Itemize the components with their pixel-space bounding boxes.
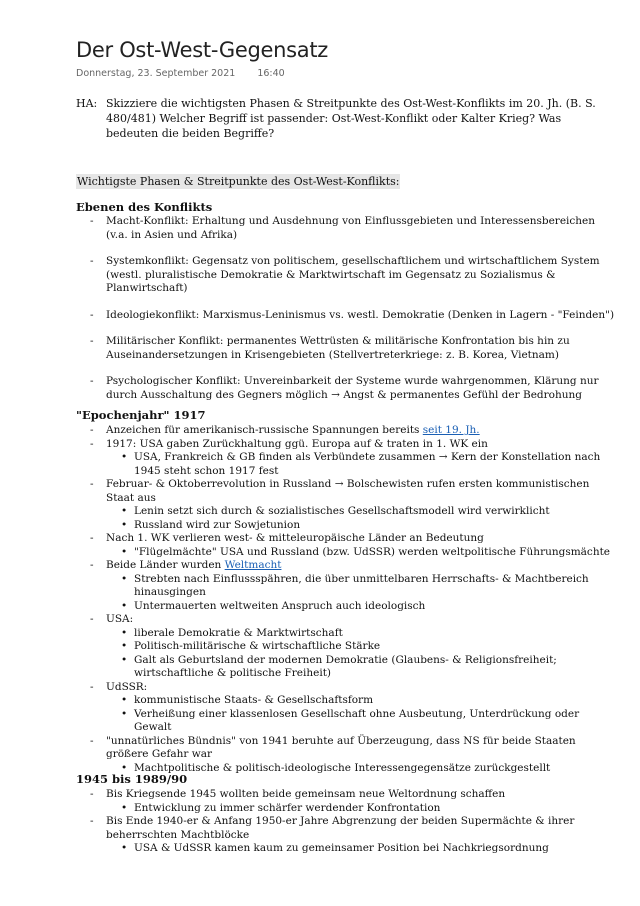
sub-list-item: • Lenin setzt sich durch & sozialistisches Gesellschaftsmodell wird verwirklicht (121, 505, 550, 517)
bullet-marker: • (121, 761, 128, 774)
bullet-marker: • (121, 653, 128, 666)
link-weltmacht[interactable]: Weltmacht (224, 559, 282, 571)
list-item: - Macht-Konflikt: Erhaltung und Ausdehnung von Einflussgebieten und Interessensbereichen (v.a. in Asien und Afrika) (90, 215, 596, 241)
list-item: - Beide Länder wurden Weltmacht (90, 559, 282, 571)
bullet-marker: • (121, 518, 128, 531)
list-1945 (76, 788, 616, 856)
list-item: - Militärischer Konflikt: permanentes Wettrüsten & militärische Konfrontation bis hin zu Auseinandersetzungen in Krisengebieten (Stellvertreterkriege: z. B. Korea, Vietnam) (90, 335, 570, 361)
highlighted-heading: Wichtigste Phasen & Streitpunkte des Ost-West-Konflikts: (77, 175, 400, 188)
bullet-marker: • (121, 599, 128, 612)
dash-marker: - (90, 815, 94, 827)
list-item: - "unnatürliches Bündnis" von 1941 beruhte auf Überzeugung, dass NS für beide Staaten größere Gefahr war (90, 734, 576, 760)
note-date: Donnerstag, 23. September 2021 (76, 68, 236, 79)
dash-marker: - (90, 255, 94, 267)
section-heading-epochenjahr: "Epochenjahr" 1917 (76, 408, 206, 422)
dash-marker: - (90, 559, 94, 571)
bullet-marker: • (121, 545, 128, 558)
section-heading-1945: 1945 bis 1989/90 (76, 772, 188, 786)
bullet-marker: • (121, 505, 128, 517)
sub-list-item: • Untermauerten weltweiten Anspruch auch ideologisch (121, 599, 426, 612)
bullet-marker: • (121, 640, 128, 652)
page-title: Der Ost-West-Gegensatz (76, 38, 329, 62)
list-item: - Ideologiekonflikt: Marxismus-Leninismus vs. westl. Demokratie (Denken in Lagern - "Feinden") (90, 308, 615, 321)
homework-text: Skizziere die wichtigsten Phasen & Streitpunkte des Ost-West-Konflikts im 20. Jh. (B. S. 480/481) Welcher Begriff ist passender: Ost-West-Konflikt oder Kalter Krieg? Was bedeuten die beiden Begriffe? (106, 97, 596, 140)
dash-marker: - (90, 613, 94, 625)
dash-marker: - (90, 308, 94, 321)
list-item: - Anzeichen für amerikanisch-russische Spannungen bereits seit 19. Jh. (90, 424, 480, 436)
dash-marker: - (90, 335, 94, 347)
list-item: - Nach 1. WK verlieren west- & mitteleuropäische Länder an Bedeutung (90, 532, 484, 544)
dash-marker: - (90, 424, 94, 436)
list-item: - Bis Ende 1940-er & Anfang 1950-er Jahre Abgrenzung der beiden Supermächte & ihrer beherrschten Machtblöcke (90, 815, 575, 841)
dash-marker: - (90, 680, 94, 693)
dash-marker: - (90, 478, 94, 490)
note-time: 16:40 (257, 68, 285, 79)
list-item: - Bis Kriegsende 1945 wollten beide gemeinsam neue Weltordnung schaffen (90, 788, 506, 800)
sub-list-item: • kommunistische Staats- & Gesellschaftsform (121, 694, 374, 706)
sub-list-item: • Russland wird zur Sowjetunion (121, 518, 301, 531)
list-ebenen (76, 215, 616, 402)
dash-marker: - (90, 532, 94, 544)
sub-list-item: • USA, Frankreich & GB finden als Verbündete zusammen → Kern der Konstellation nach 1945 steht schon 1917 fest (121, 451, 601, 477)
sub-list-item: • Entwicklung zu immer schärfer werdender Konfrontation (121, 801, 441, 814)
sub-list-item: • Galt als Geburtsland der modernen Demokratie (Glaubens- & Religionsfreiheit; wirtschaftliche & politische Freiheit) (121, 653, 557, 679)
list-item: - USA: (90, 613, 134, 625)
dash-marker: - (90, 734, 94, 747)
dash-marker: - (90, 788, 94, 800)
list-item: - Systemkonflikt: Gegensatz von politischem, gesellschaftlichem und wirtschaftlichem System (westl. pluralistische Demokratie & Marktwirtschaft im Gegensatz zu Sozialismus & Planwirtschaft) (90, 255, 600, 294)
sub-list-item: • "Flügelmächte" USA und Russland (bzw. UdSSR) werden weltpolitische Führungsmächte (121, 545, 611, 558)
section-heading-ebenen: Ebenen des Konflikts (76, 200, 213, 214)
bullet-marker: • (121, 801, 128, 814)
bullet-marker: • (121, 572, 128, 585)
sub-list-item: • USA & UdSSR kamen kaum zu gemeinsamer Position bei Nachkriegsordnung (121, 842, 549, 854)
list-item: - Psychologischer Konflikt: Unvereinbarkeit der Systeme wurde wahrgenommen, Klärung nur durch Ausschaltung des Gegners möglich → Angst & permanentes Gefühl der Bedrohung (90, 375, 599, 401)
sub-list-item: • Machtpolitische & politisch-ideologische Interessengegensätze zurückgestellt (121, 761, 551, 774)
bullet-marker: • (121, 694, 128, 706)
bullet-marker: • (121, 842, 128, 854)
list-item: - Februar- & Oktoberrevolution in Russland → Bolschewisten rufen ersten kommunistischen Staat aus (90, 478, 590, 504)
list-item: - 1917: USA gaben Zurückhaltung ggü. Europa auf & traten in 1. WK ein (90, 437, 488, 450)
sub-list-item: • Strebten nach Einflussspähren, die über unmittelbaren Herrschafts- & Machtbereich hinausgingen (121, 572, 589, 598)
homework-label: HA: (76, 97, 98, 110)
bullet-marker: • (121, 626, 128, 639)
list-item: - UdSSR: (90, 680, 148, 693)
dash-marker: - (90, 437, 94, 450)
sub-list-item: • Verheißung einer klassenlosen Gesellschaft ohne Ausbeutung, Unterdrückung oder Gewalt (121, 707, 580, 733)
dash-marker: - (90, 375, 94, 387)
list-epochenjahr (76, 424, 616, 775)
dash-marker: - (90, 215, 94, 227)
sub-list-item: • liberale Demokratie & Marktwirtschaft (121, 626, 343, 639)
sub-list-item: • Politisch-militärische & wirtschaftliche Stärke (121, 640, 381, 652)
bullet-marker: • (121, 707, 128, 720)
link-seit-19-jh[interactable]: seit 19. Jh. (422, 424, 480, 436)
bullet-marker: • (121, 451, 128, 463)
homework-block (76, 96, 616, 141)
note-timestamp (76, 68, 285, 79)
